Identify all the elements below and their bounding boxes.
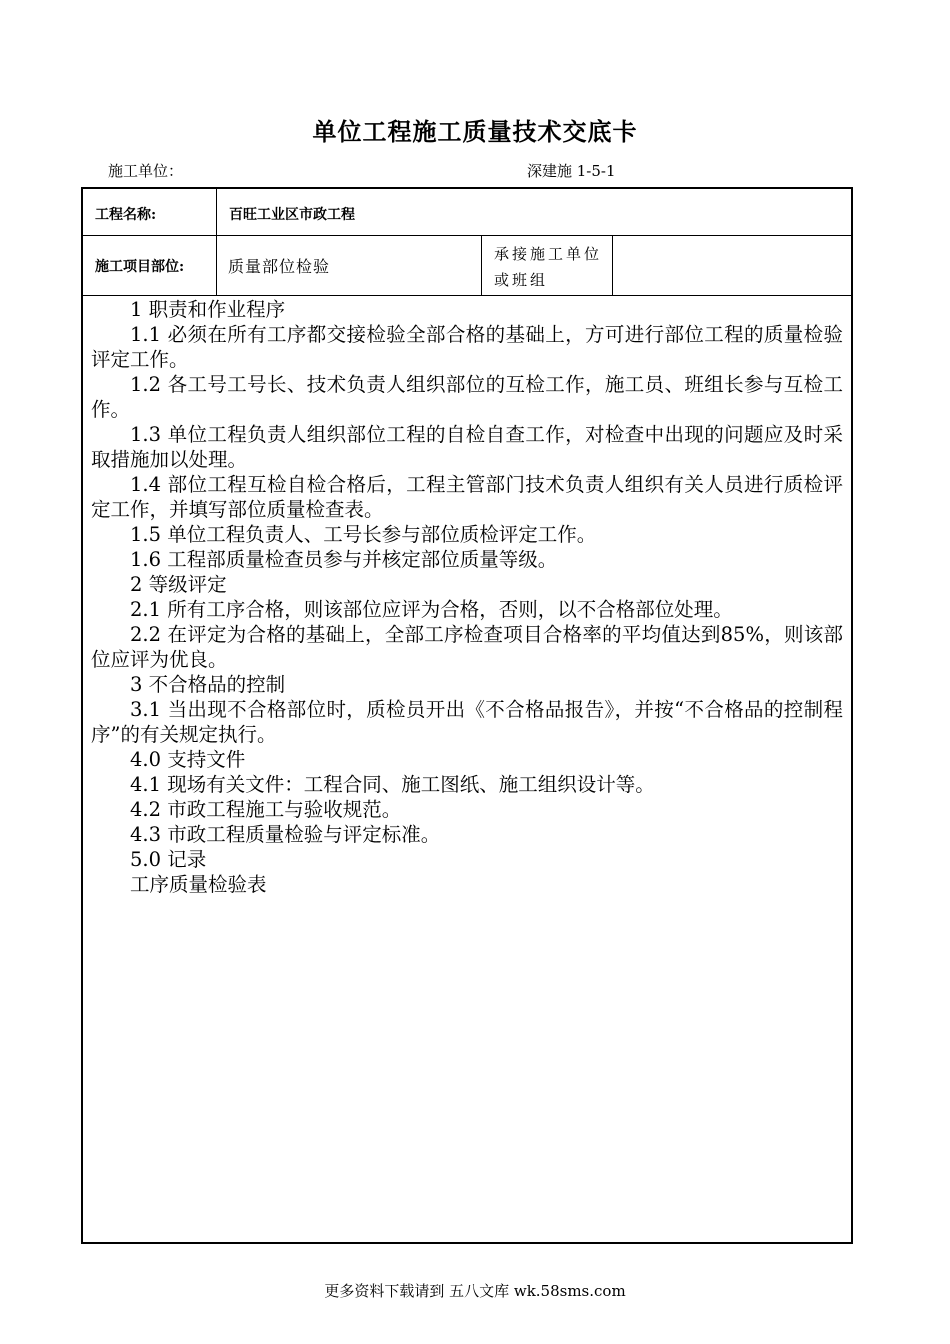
content-line: 1 职责和作业程序 [130, 298, 286, 321]
content-line: 3 不合格品的控制 [130, 673, 286, 696]
content-line: 1.6 工程部质量检查员参与并核定部位质量等级。 [130, 548, 558, 571]
form-code: 深建施 1-5-1 [527, 162, 616, 180]
content-line: 2 等级评定 [130, 573, 227, 596]
footer-link-text: 更多资料下载请到 五八文库 wk.58sms.com [324, 1282, 626, 1300]
content-line: 4.3 市政工程质量检验与评定标准。 [130, 823, 441, 846]
content-line: 4.2 市政工程施工与验收规范。 [130, 798, 402, 821]
content-line: 5.0 记录 [130, 848, 207, 871]
content-line: 1.5 单位工程负责人、工号长参与部位质检评定工作。 [130, 523, 597, 546]
disclosure-form [81, 187, 853, 1244]
content-line: 1.4 部位工程互检自检合格后，工程主管部门技术负责人组织有关人员进行质检评定工作，并填写部位质量检查表。 [91, 473, 843, 521]
project-name-row [83, 189, 851, 236]
content-line: 2.1 所有工序合格，则该部位应评为合格，否则，以不合格部位处理。 [130, 598, 733, 621]
item-value: 质量部位检验 [216, 235, 481, 295]
content-line: 1.2 各工号工号长、技术负责人组织部位的互检工作，施工员、班组长参与互检工作。 [91, 373, 843, 421]
content-line: 3.1 当出现不合格部位时，质检员开出《不合格品报告》，并按“不合格品的控制程序”的有关规定执行。 [91, 698, 843, 746]
content-line: 工序质量检验表 [130, 873, 267, 896]
content-line: 4.1 现场有关文件：工程合同、施工图纸、施工组织设计等。 [130, 773, 655, 796]
project-name-value: 百旺工业区市政工程 [216, 189, 851, 235]
disclosure-content [91, 297, 843, 897]
project-name-label: 工程名称: [95, 207, 157, 223]
document-title: 单位工程施工质量技术交底卡 [312, 117, 638, 146]
content-line: 1.3 单位工程负责人组织部位工程的自检自查工作，对检查中出现的问题应及时采取措施加以处理。 [91, 423, 843, 471]
receiver-label: 承接施工单位或班组 [481, 235, 612, 295]
construction-unit-label: 施工单位： [108, 162, 184, 180]
content-line: 4.0 支持文件 [130, 748, 246, 771]
receiver-value [612, 235, 851, 295]
content-line: 2.2 在评定为合格的基础上，全部工序检查项目合格率的平均值达到85%，则该部位应评为优良。 [91, 623, 843, 671]
content-line: 1.1 必须在所有工序都交接检验全部合格的基础上，方可进行部位工程的质量检验评定工作。 [91, 323, 843, 371]
item-row [83, 235, 851, 296]
item-label: 施工项目部位: [95, 259, 185, 275]
